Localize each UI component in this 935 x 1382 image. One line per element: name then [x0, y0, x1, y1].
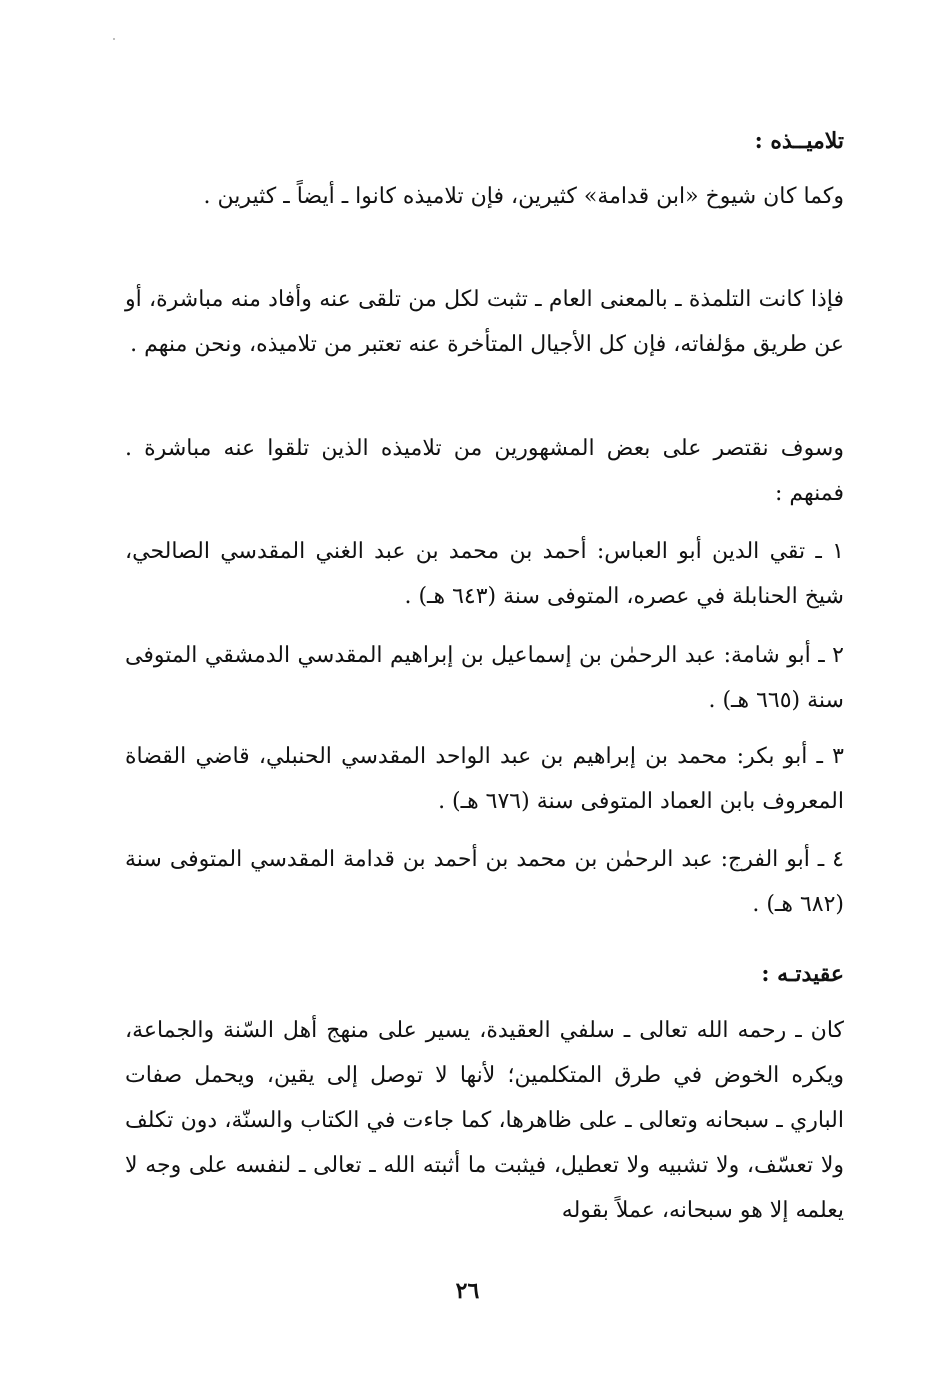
scan-speck — [113, 38, 115, 40]
creed-heading: عقيدتـه : — [761, 961, 844, 987]
student-item-4: ٤ ـ أبو الفرج: عبد الرحمٰن بن محمد بن أحمد بن قدامة المقدسي المتوفى سنة (٦٨٢ هـ) . — [125, 847, 844, 917]
students-intro-paragraph: وكما كان شيوخ «ابن قدامة» كثيرين، فإن تلاميذه كانوا ـ أيضاً ـ كثيرين . — [203, 184, 844, 209]
page-number: ٢٦ — [455, 1278, 480, 1304]
selection-paragraph: وسوف نقتصر على بعض المشهورين من تلاميذه الذين تلقوا عنه مباشرة . فمنهم : — [125, 436, 844, 506]
student-item-3: ٣ ـ أبو بكر: محمد بن إبراهيم بن عبد الواحد المقدسي الحنبلي، قاضي القضاة المعروف بابن العماد المتوفى سنة (٦٧٦ هـ) . — [125, 744, 844, 814]
student-item-1: ١ ـ تقي الدين أبو العباس: أحمد بن محمد بن عبد الغني المقدسي الصالحي، شيخ الحنابلة في عصره، المتوفى سنة (٦٤٣ هـ) . — [125, 539, 844, 609]
student-item-2: ٢ ـ أبو شامة: عبد الرحمٰن بن إسماعيل بن إبراهيم المقدسي الدمشقي المتوفى سنة (٦٦٥ هـ) . — [125, 643, 844, 713]
creed-paragraph: كان ـ رحمه الله تعالى ـ سلفي العقيدة، يسير على منهج أهل السّنة والجماعة، ويكره الخوض في طرق المتكلمين؛ لأنها لا توصل إلى يقين، ويحمل صفات الباري ـ سبحانه وتعالى ـ على ظاهرها، كما جاءت في الكتاب والسنّة، دون تكلف ولا تعسّف، ولا تشبيه ولا تعطيل، فيثبت ما أثبته الله ـ تعالى ـ لنفسه على وجه لا يعلمه إلا هو سبحانه، عملاً بقوله — [125, 1018, 844, 1223]
discipleship-paragraph: فإذا كانت التلمذة ـ بالمعنى العام ـ تثبت لكل من تلقى عنه وأفاد منه مباشرة، أو عن طريق مؤلفاته، فإن كل الأجيال المتأخرة عنه تعتبر من تلاميذه، ونحن منهم . — [125, 287, 844, 357]
students-heading: تلاميــذه : — [754, 128, 844, 154]
